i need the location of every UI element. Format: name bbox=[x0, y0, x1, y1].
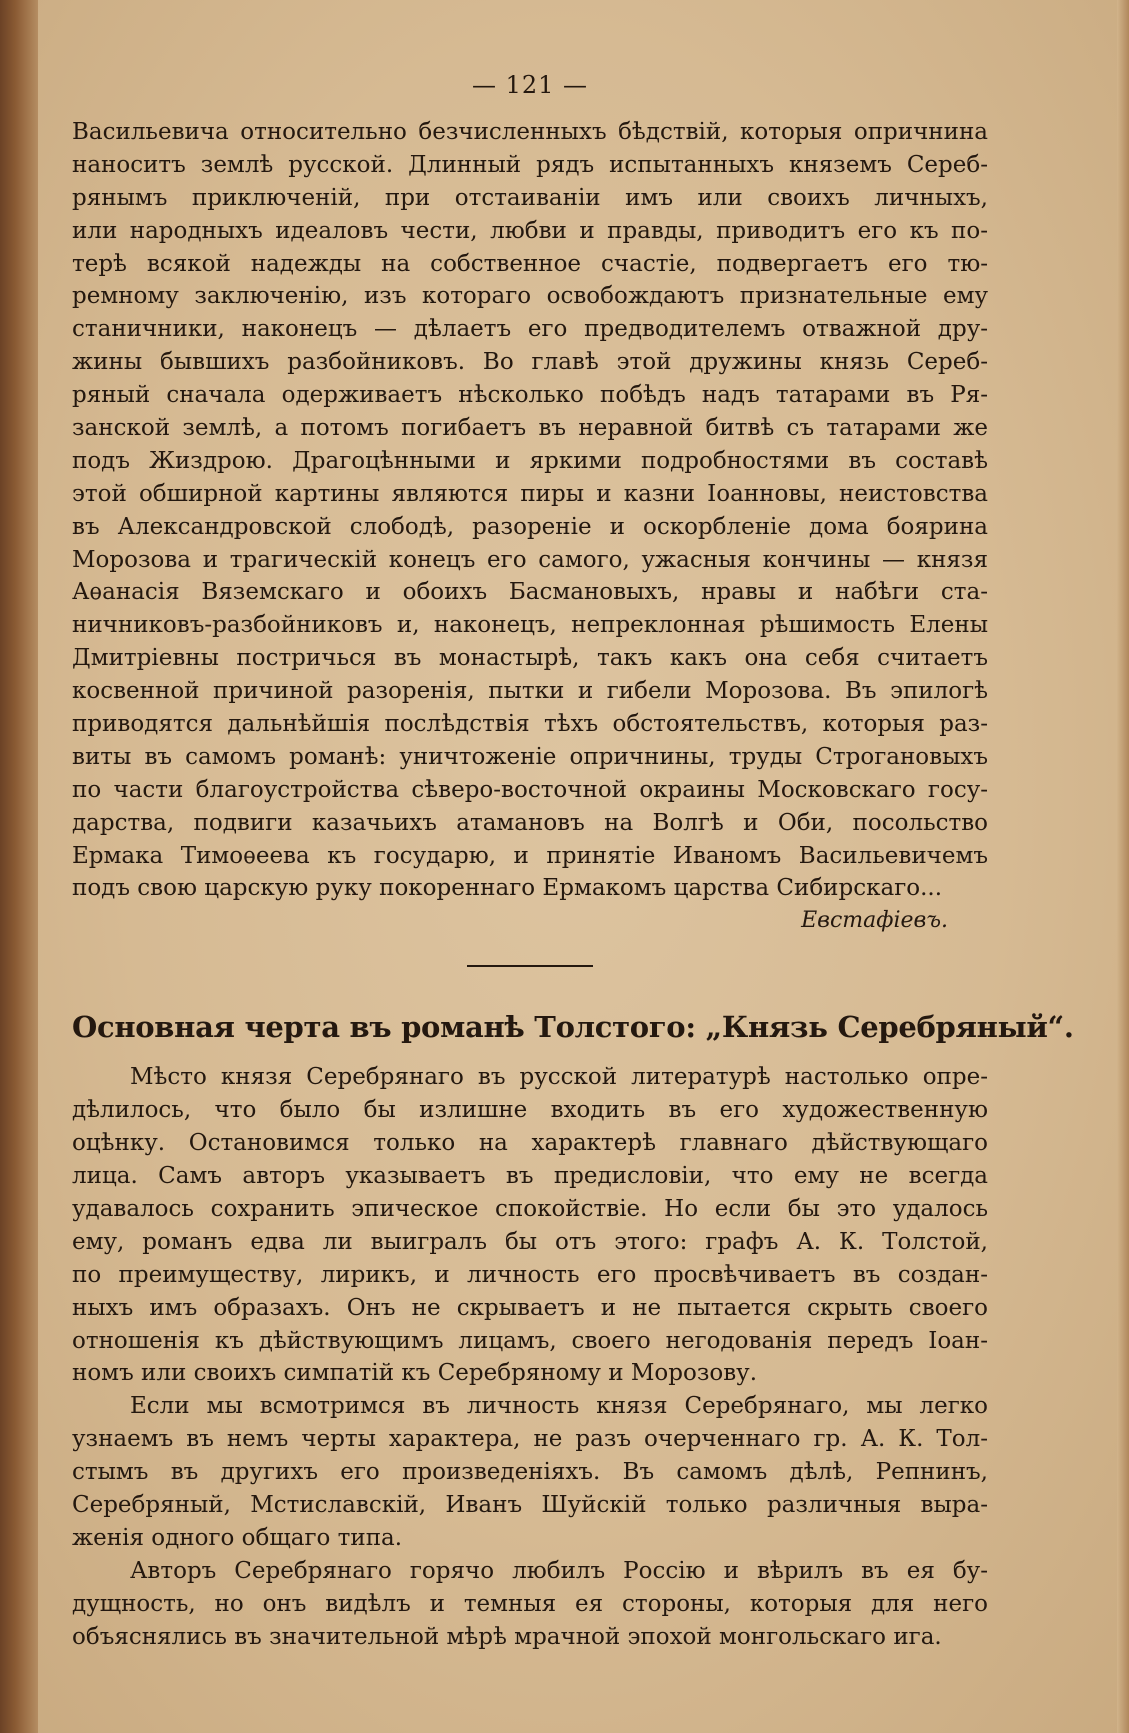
text-line: въ Александровской слободѣ, разореніе и оскорбленіе дома боярина bbox=[72, 513, 988, 540]
text-line: Васильевича относительно безчисленныхъ бѣдствій, которыя опричнина bbox=[72, 119, 988, 145]
text-line: оцѣнку. Остановимся только на характерѣ главнаго дѣйствующаго bbox=[72, 1130, 988, 1157]
text-line: дарства, подвиги казачьихъ атамановъ на Волгѣ и Оби, посольство bbox=[72, 809, 988, 836]
text-line: подъ свою царскую руку покореннаго Ермакомъ царства Сибирскаго... bbox=[72, 875, 943, 902]
text-line: занской землѣ, а потомъ погибаетъ въ неравной битвѣ съ татарами же bbox=[72, 415, 988, 442]
text-line: лица. Самъ авторъ указываетъ въ предисловіи, что ему не всегда bbox=[72, 1163, 988, 1190]
text-line: Морозова и трагическій конецъ его самого, ужасныя кончины — князя bbox=[72, 546, 988, 573]
text-line: ремному заключенію, изъ котораго освобождаютъ признательные ему bbox=[72, 283, 988, 310]
text-line: отношенія къ дѣйствующимъ лицамъ, своего негодованія передъ Іоан- bbox=[72, 1327, 988, 1354]
text-line: или народныхъ идеаловъ чести, любви и правды, приводитъ его къ по- bbox=[72, 217, 988, 244]
text-line: Если мы всмотримся въ личность князя Серебрянаго, мы легко bbox=[130, 1393, 988, 1420]
text-line: приводятся дальнѣйшія послѣдствія тѣхъ обстоятельствъ, которыя раз- bbox=[72, 711, 988, 738]
text-line: Дмитріевны постричься въ монастырѣ, такъ какъ она себя считаетъ bbox=[72, 645, 988, 672]
text-line: косвенной причиной разоренія, пытки и гибели Морозова. Въ эпилогѣ bbox=[72, 678, 988, 705]
text-line: номъ или своихъ симпатій къ Серебряному и Морозову. bbox=[72, 1360, 758, 1387]
page-content bbox=[72, 68, 1074, 1653]
text-line: жины бывшихъ разбойниковъ. Во главѣ этой дружины князь Сереб- bbox=[72, 349, 988, 376]
text-line: ряный сначала одерживаетъ нѣсколько побѣдъ надъ татарами въ Ря- bbox=[72, 382, 988, 409]
paragraph-3 bbox=[72, 1555, 988, 1654]
review-text bbox=[72, 116, 988, 905]
text-line: станичники, наконецъ — дѣлаетъ его предводителемъ отважной дру- bbox=[72, 316, 988, 343]
text-line: Ермака Тимоѳеева къ государю, и принятіе Иваномъ Васильевичемъ bbox=[72, 842, 988, 869]
text-line: ныхъ имъ образахъ. Онъ не скрываетъ и не пытается скрыть своего bbox=[72, 1294, 988, 1321]
text-line: дѣлилось, что было бы излишне входить въ его художественную bbox=[72, 1097, 988, 1124]
text-line: виты въ самомъ романѣ: уничтоженіе опричнины, труды Строгановыхъ bbox=[72, 743, 988, 770]
text-line: Аѳанасія Вяземскаго и обоихъ Басмановыхъ, нравы и набѣги ста- bbox=[72, 579, 988, 606]
text-line: женія одного общаго типа. bbox=[72, 1524, 403, 1551]
section-heading: Основная черта въ романѣ Толстого: „Князь Серебряный“. bbox=[72, 1010, 1074, 1045]
text-line: рянымъ приключеній, при отстаиваніи имъ или своихъ личныхъ, bbox=[72, 184, 988, 211]
text-line: узнаемъ въ немъ черты характера, не разъ очерченнаго гр. А. К. Тол- bbox=[72, 1426, 988, 1453]
text-line: этой обширной картины являются пиры и казни Іоанновы, неистовства bbox=[72, 480, 988, 507]
text-line: подъ Жиздрою. Драгоцѣнными и яркими подробностями въ составѣ bbox=[72, 447, 988, 474]
text-line: удавалось сохранить эпическое спокойствіе. Но если бы это удалось bbox=[72, 1195, 988, 1222]
text-line: Мѣсто князя Серебрянаго въ русской литературѣ настолько опре- bbox=[130, 1064, 988, 1091]
text-line: дущность, но онъ видѣлъ и темныя ея стороны, которыя для него bbox=[72, 1590, 988, 1617]
page-binding-edge bbox=[0, 0, 38, 1733]
section-divider bbox=[467, 965, 593, 967]
text-line: Серебряный, Мстиславскій, Иванъ Шуйскій только различныя выра- bbox=[72, 1491, 988, 1518]
text-line: по преимуществу, лирикъ, и личность его просвѣчиваетъ въ создан- bbox=[72, 1261, 988, 1288]
author-signature: Евстафіевъ. bbox=[801, 908, 948, 934]
text-line: терѣ всякой надежды на собственное счастіе, подвергаетъ его тю- bbox=[72, 250, 988, 277]
text-line: Авторъ Серебрянаго горячо любилъ Россію и вѣрилъ въ ея бу- bbox=[130, 1557, 988, 1584]
paragraph-1 bbox=[72, 1061, 988, 1390]
page-number: — 121 — bbox=[471, 71, 589, 99]
text-line: наноситъ землѣ русской. Длинный рядъ испытанныхъ княземъ Сереб- bbox=[72, 151, 988, 178]
text-line: ему, романъ едва ли выигралъ бы отъ этого: графъ А. К. Толстой, bbox=[72, 1228, 988, 1255]
text-line: стымъ въ другихъ его произведеніяхъ. Въ самомъ дѣлѣ, Репнинъ, bbox=[72, 1459, 988, 1486]
page-right-edge bbox=[1117, 0, 1129, 1733]
text-line: ничниковъ-разбойниковъ и, наконецъ, непреклонная рѣшимость Елены bbox=[72, 612, 988, 639]
text-line: по части благоустройства сѣверо-восточной окраины Московскаго госу- bbox=[72, 776, 988, 803]
paragraph-2 bbox=[72, 1390, 988, 1554]
text-line: объяснялись въ значительной мѣрѣ мрачной эпохой монгольскаго ига. bbox=[72, 1623, 942, 1650]
